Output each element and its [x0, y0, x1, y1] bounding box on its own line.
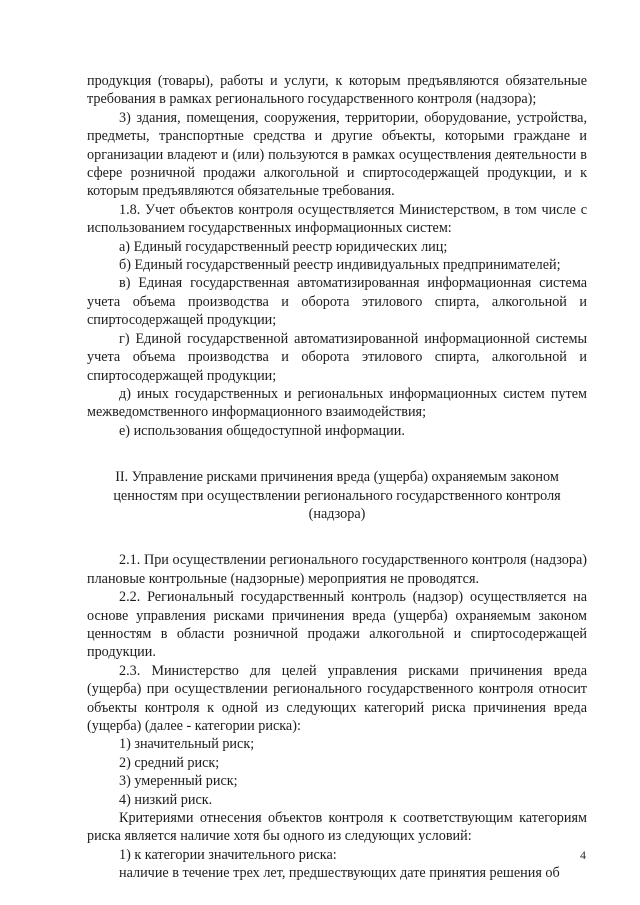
risk-category-2: 2) средний риск;	[119, 754, 220, 771]
paragraph-2-2: 2.2. Региональный государственный контроль (надзор) осуществляется на основе управления рисками причинения вреда (ущерба) охраняемым законом ценностям в области розничной продажи алкогольной и спиртосодержащей продукции.	[87, 589, 587, 661]
paragraph-2-3: 2.3. Министерство для целей управления рисками причинения вреда (ущерба) при осуществлении регионального государственного контроля относит объекты контроля к одной из следующих категорий риска причинения вреда (ущерба) (далее - категории риска):	[87, 662, 587, 734]
paragraph-continuation: продукция (товары), работы и услуги, к которым предъявляются обязательные требования в рамках регионального государственного контроля (надзора);	[87, 73, 587, 108]
page-number: 4	[580, 848, 586, 862]
section-heading-ii: II. Управление рисками причинения вреда (ущерба) охраняемым законом ценностям при осуществлении регионального государственного контроля (надзора)	[113, 469, 561, 522]
paragraph-1-8: 1.8. Учет объектов контроля осуществляется Министерством, в том числе с использованием государственных информационных систем:	[87, 201, 587, 237]
risk-category-3: 3) умеренный риск;	[119, 773, 238, 790]
risk-category-1: 1) значительный риск;	[119, 736, 255, 753]
paragraph-criteria: Критериями отнесения объектов контроля к соответствующим категориям риска является наличие хотя бы одного из следующих условий:	[87, 810, 587, 845]
paragraph-2-1: 2.1. При осуществлении регионального государственного контроля (надзора) плановые контрольные (надзорные) мероприятия не проводятся.	[87, 552, 587, 587]
list-item-d: д) иных государственных и региональных информационных систем путем межведомственного информационного взаимодействия;	[87, 385, 587, 421]
paragraph-last-line: наличие в течение трех лет, предшествующих дате принятия решения об	[119, 865, 560, 882]
list-item-v: в) Единая государственная автоматизированная информационная система учета объема производства и оборота этилового спирта, алкогольной и спиртосодержащей продукции;	[87, 275, 587, 329]
list-item-b: б) Единый государственный реестр индивидуальных предпринимателей;	[119, 257, 561, 274]
paragraph-item-3: 3) здания, помещения, сооружения, территории, оборудование, устройства, предметы, транспортные средства и другие объекты, которыми граждане и организации владеют и (или) пользуются в рамках осуществления деятельности в сфере розничной продажи алкогольной и спиртосодержащей продукции, и к которым предъявляются обязательные требования.	[87, 109, 587, 200]
paragraph-significant-risk: 1) к категории значительного риска:	[119, 846, 337, 863]
list-item-a: а) Единый государственный реестр юридических лиц;	[119, 238, 448, 255]
list-item-g: г) Единой государственной автоматизированной информационной системы учета объема производства и оборота этилового спирта, алкогольной и спиртосодержащей продукции;	[87, 330, 587, 384]
list-item-e: е) использования общедоступной информации.	[119, 422, 405, 439]
document-body	[87, 72, 587, 883]
risk-category-4: 4) низкий риск.	[119, 791, 213, 808]
